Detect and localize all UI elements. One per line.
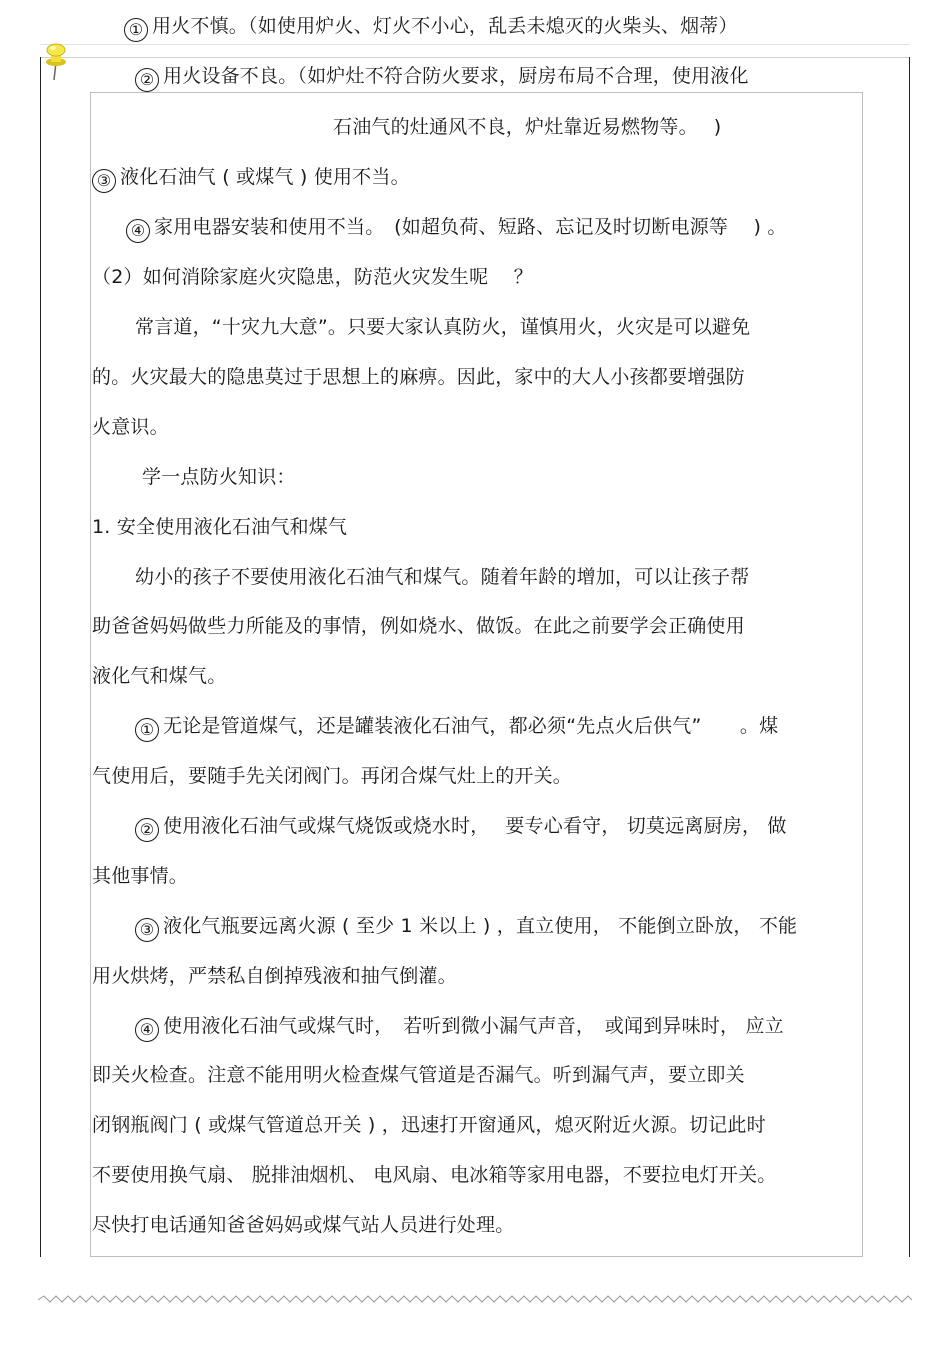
line-text: 液化气和煤气。	[92, 665, 227, 687]
paragraph-line	[92, 365, 745, 389]
line-text: 用火不慎。（如使用炉火、灯火不小心，乱丢未熄灭的火柴头、烟蒂）	[152, 15, 738, 37]
line-text: 家用电器安装和使用不当。 (如超负荷、短路、忘记及时切断电源等 ) 。	[154, 216, 787, 238]
safety-item-4	[135, 1014, 784, 1042]
line-text: 气使用后，要随手先关闭阀门。再闭合煤气灶上的开关。	[92, 765, 573, 787]
cause-item-4	[126, 215, 787, 243]
number-marker: ③	[135, 918, 159, 942]
line-text: 石油气的灶通风不良，炉灶靠近易燃物等。 )	[333, 116, 722, 138]
line-text: 液化气瓶要远离火源 ( 至少 1 米以上 ) ，直立使用， 不能倒立卧放， 不能	[163, 915, 798, 937]
line-text: 尽快打电话通知爸爸妈妈或煤气站人员进行处理。	[92, 1214, 515, 1236]
paragraph-line	[92, 764, 572, 788]
section-heading-1	[92, 515, 347, 539]
number-marker: ②	[135, 68, 159, 92]
number-marker: ④	[126, 219, 150, 243]
line-text: 使用液化石油气或煤气时， 若听到微小漏气声音， 或闻到异味时， 应立	[163, 1015, 784, 1037]
section-heading-2	[92, 265, 533, 289]
line-text: 使用液化石油气或煤气烧饭或烧水时， 要专心看守， 切莫远离厨房， 做	[163, 815, 787, 837]
line-text: 液化石油气 ( 或煤气 ) 使用不当。	[120, 166, 410, 188]
number-marker: ①	[124, 18, 148, 42]
line-text: 其他事情。	[92, 865, 189, 887]
paragraph-line	[92, 1063, 745, 1087]
cause-item-3	[92, 165, 410, 193]
frame-right-border	[909, 57, 910, 1257]
line-text: 用火设备不良。（如炉灶不符合防火要求，厨房布局不合理，使用液化	[163, 65, 749, 87]
line-text: 学一点防火知识：	[142, 466, 296, 488]
line-text: 即关火检查。注意不能用明火检查煤气管道是否漏气。听到漏气声，要立即关	[92, 1064, 745, 1086]
torn-paper-edge	[38, 1292, 912, 1308]
line-text: 用火烘烤，严禁私自倒掉残液和抽气倒灌。	[92, 965, 457, 987]
cause-item-2	[135, 64, 749, 92]
paragraph-line	[92, 964, 457, 988]
safety-item-1	[135, 714, 778, 742]
number-marker: ④	[135, 1018, 159, 1042]
number-marker: ①	[135, 718, 159, 742]
line-text: 火意识。	[92, 416, 169, 438]
paragraph-line	[92, 1163, 776, 1187]
line-text: 不要使用换气扇、 脱排油烟机、 电风扇、电冰箱等家用电器，不要拉电灯开关。	[92, 1164, 777, 1186]
frame-left-border	[40, 57, 41, 1257]
paragraph-line	[92, 1113, 766, 1137]
number-marker: ③	[92, 169, 116, 193]
paragraph-line	[135, 315, 750, 339]
line-text: 常言道，“十灾九大意”。只要大家认真防火，谨慎用火，火灾是可以避免	[135, 316, 751, 338]
paragraph-line	[92, 664, 226, 688]
safety-item-2	[135, 814, 787, 842]
paragraph-line	[92, 614, 745, 638]
cause-item-1	[124, 14, 738, 42]
subheading	[142, 465, 296, 489]
page-top-rule	[40, 44, 910, 45]
line-text: 1. 安全使用液化石油气和煤气	[92, 516, 348, 538]
safety-item-3	[135, 914, 797, 942]
line-text: 助爸爸妈妈做些力所能及的事情，例如烧水、做饭。在此之前要学会正确使用	[92, 615, 745, 637]
frame-top-border	[40, 57, 910, 58]
paragraph-line	[92, 864, 188, 888]
paragraph-line	[135, 565, 749, 589]
number-marker: ②	[135, 818, 159, 842]
paragraph-line	[92, 415, 169, 439]
paragraph-line	[92, 1213, 514, 1237]
line-text: （2）如何消除家庭火灾隐患，防范火灾发生呢 ？	[92, 266, 533, 288]
cause-item-2-cont	[333, 115, 721, 139]
pushpin-icon	[42, 42, 76, 82]
line-text: 的。火灾最大的隐患莫过于思想上的麻痹。因此，家中的大人小孩都要增强防	[92, 366, 745, 388]
line-text: 闭钢瓶阀门 ( 或煤气管道总开关 ) ，迅速打开窗通风，熄灭附近火源。切记此时	[92, 1114, 766, 1136]
line-text: 幼小的孩子不要使用液化石油气和煤气。随着年龄的增加，可以让孩子帮	[135, 566, 750, 588]
line-text: 无论是管道煤气，还是罐装液化石油气，都必须“先点火后供气” 。煤	[163, 715, 779, 737]
